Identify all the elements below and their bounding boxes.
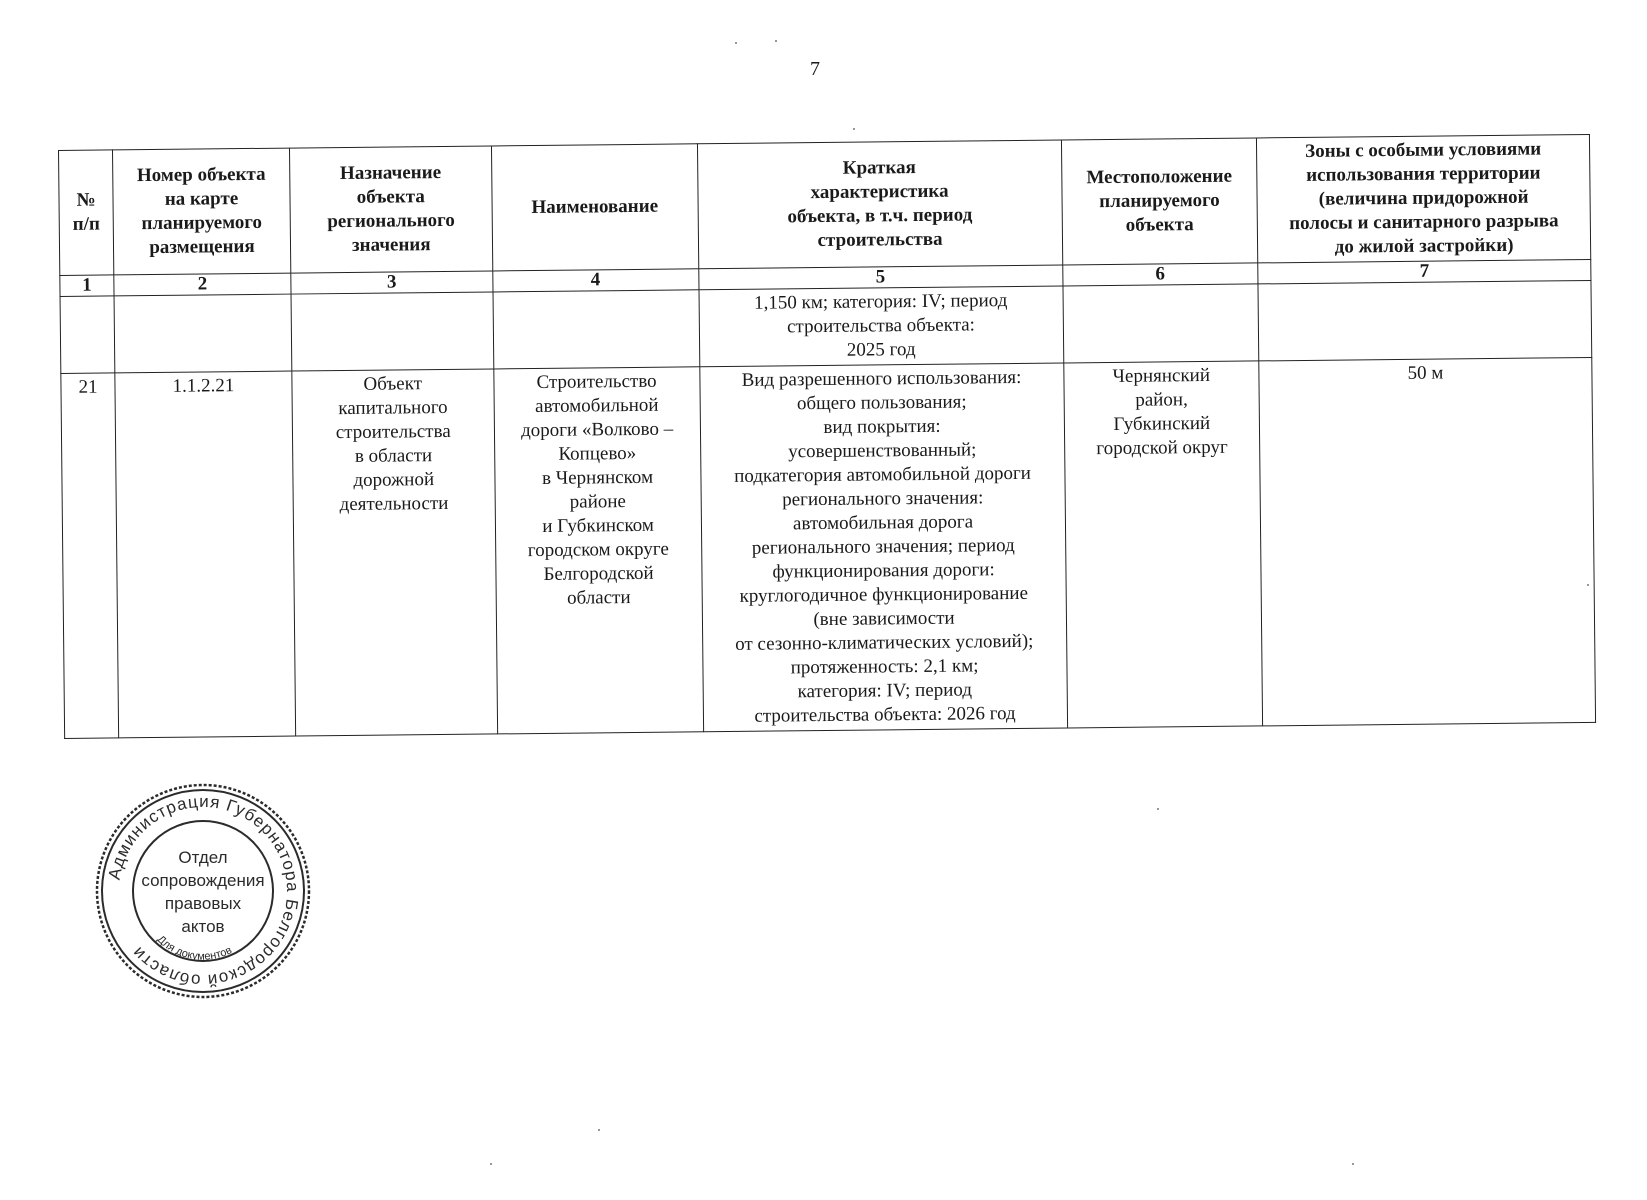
- cell-line: район,: [1135, 389, 1188, 411]
- cell-line: районе: [569, 491, 627, 513]
- cell-line: в области: [354, 445, 433, 467]
- cell-line: строительства: [817, 228, 943, 252]
- cell-line: размещения: [149, 235, 255, 259]
- stamp-bottom-text: Для документов: [154, 933, 234, 963]
- cell-line: и Губкинском: [542, 514, 654, 537]
- cell-line: до жилой застройки): [1334, 234, 1514, 258]
- cell-line: 2025 год: [846, 339, 916, 361]
- cell-line: автомобильная дорога: [792, 511, 974, 535]
- header-cell: [1061, 138, 1258, 265]
- cell-line: категория: IV; период: [797, 679, 973, 703]
- column-number: 5: [698, 265, 1062, 290]
- header-cell: [697, 140, 1062, 269]
- column-number: 7: [1258, 259, 1591, 283]
- table-cell: [60, 296, 115, 374]
- cell-line: общего пользования;: [796, 391, 967, 415]
- map-number-cell: 1.1.2.21: [115, 371, 296, 738]
- cell-line: строительства объекта: 2026 год: [754, 703, 1016, 727]
- column-number: 6: [1062, 263, 1258, 286]
- name-cell: [493, 367, 703, 734]
- cell-line: использования территории: [1306, 162, 1541, 186]
- zones-cell: 50 м: [1259, 357, 1596, 725]
- cell-line: Чернянский: [1112, 364, 1211, 387]
- cell-line: характеристика: [810, 180, 949, 204]
- cell-line: усовершенствованный;: [788, 439, 977, 463]
- cell-line: (вне зависимости: [813, 607, 955, 631]
- stamp-center-line: актов: [181, 917, 225, 936]
- cell-line: подкатегория автомобильной дороги: [734, 462, 1032, 487]
- cell-line: городском округе: [527, 538, 669, 562]
- cell-line: функционирования дороги:: [772, 559, 995, 583]
- table-header-row: [59, 134, 1591, 275]
- cell-line: объекта: [1125, 214, 1194, 236]
- table-cell: [493, 290, 700, 369]
- scan-speck: [735, 42, 737, 44]
- cell-line: Наименование: [531, 195, 659, 219]
- cell-line: Губкинский: [1113, 412, 1211, 435]
- cell-line: планируемого: [1099, 189, 1220, 213]
- cell-line: планируемого: [141, 211, 263, 235]
- cell-line: области: [566, 587, 631, 609]
- table-cell: [114, 294, 292, 373]
- stamp-center-line: Отдел: [178, 848, 228, 867]
- cell-line: Зоны с особыми условиями: [1305, 138, 1542, 162]
- cell-line: строительства: [335, 420, 451, 444]
- header-cell: [59, 150, 114, 276]
- cell-line: на карте: [164, 188, 239, 210]
- header-cell: [289, 146, 492, 273]
- cell-line: значения: [351, 234, 431, 256]
- cell-line: капитального: [338, 396, 448, 420]
- cell-line: автомобильной: [534, 394, 659, 418]
- cell-line: в Чернянском: [541, 466, 654, 489]
- scan-speck: [1587, 584, 1589, 586]
- cell-line: городской округ: [1096, 436, 1228, 460]
- header-cell: [491, 144, 698, 271]
- characteristics-cell: [699, 363, 1067, 732]
- location-cell: [1063, 361, 1262, 728]
- cell-line: регионального: [327, 209, 455, 233]
- official-stamp: [92, 780, 314, 1002]
- cell-line: Копцево»: [558, 442, 637, 465]
- column-number: 2: [114, 273, 291, 296]
- cell-line: полосы и санитарного разрыва: [1289, 210, 1559, 235]
- cell-line: дорожной: [353, 469, 435, 491]
- cell-line: вид покрытия:: [823, 415, 941, 438]
- table-row-21: [61, 357, 1596, 738]
- cell-line: деятельности: [339, 492, 449, 516]
- cell-line: п/п: [72, 213, 101, 235]
- table-cell: [291, 292, 494, 371]
- cell-line: Объект: [363, 373, 423, 395]
- purpose-cell: [292, 369, 498, 736]
- characteristics-cell: [699, 286, 1064, 367]
- cell-line: 1,150 км; категория: IV; период: [754, 290, 1008, 314]
- cell-line: протяженность: 2,1 км;: [790, 655, 979, 679]
- scan-speck: [775, 40, 777, 42]
- cell-line: №: [76, 189, 96, 211]
- column-number: 1: [60, 275, 114, 297]
- cell-line: Вид разрешенного использования:: [741, 366, 1022, 391]
- cell-line: (величина придорожной: [1318, 186, 1529, 210]
- cell-line: Местоположение: [1086, 165, 1233, 189]
- cell-line: Краткая: [842, 157, 916, 179]
- stamp-center-line: правовых: [164, 894, 242, 913]
- cell-line: регионального значения:: [782, 487, 984, 511]
- scan-speck: [1157, 808, 1159, 810]
- cell-line: круглогодичное функционирование: [739, 582, 1029, 607]
- cell-line: Строительство: [536, 370, 657, 394]
- row-number-cell: 21: [61, 373, 119, 739]
- scan-speck: [490, 1163, 492, 1165]
- stamp-graphic: [92, 780, 314, 1002]
- column-number: 4: [492, 269, 698, 292]
- scan-speck: [598, 1129, 600, 1131]
- stamp-center-line: сопровождения: [141, 871, 265, 890]
- cell-line: объекта, в т.ч. период: [787, 204, 973, 228]
- planned-objects-table: [58, 134, 1596, 739]
- cell-line: объекта: [356, 186, 425, 208]
- cell-line: Назначение: [339, 161, 442, 185]
- page-number: 7: [810, 58, 820, 80]
- cell-line: строительства объекта:: [786, 314, 975, 338]
- column-number: 3: [291, 271, 493, 294]
- table-cell: [1258, 280, 1592, 360]
- cell-line: Белгородской: [543, 562, 654, 585]
- cell-line: дороги «Волково –: [520, 418, 674, 442]
- cell-line: от сезонно-климатических условий);: [735, 630, 1034, 655]
- cell-line: Номер объекта: [136, 163, 266, 187]
- scan-speck: [853, 128, 855, 130]
- header-cell: [113, 148, 291, 275]
- stamp-ring-text: Администрация Губернатора Белгородской области: [104, 791, 303, 991]
- header-cell: [1257, 134, 1591, 262]
- scan-speck: [1352, 1163, 1354, 1165]
- table-cell: [1063, 284, 1259, 363]
- cell-line: регионального значения; период: [751, 535, 1015, 559]
